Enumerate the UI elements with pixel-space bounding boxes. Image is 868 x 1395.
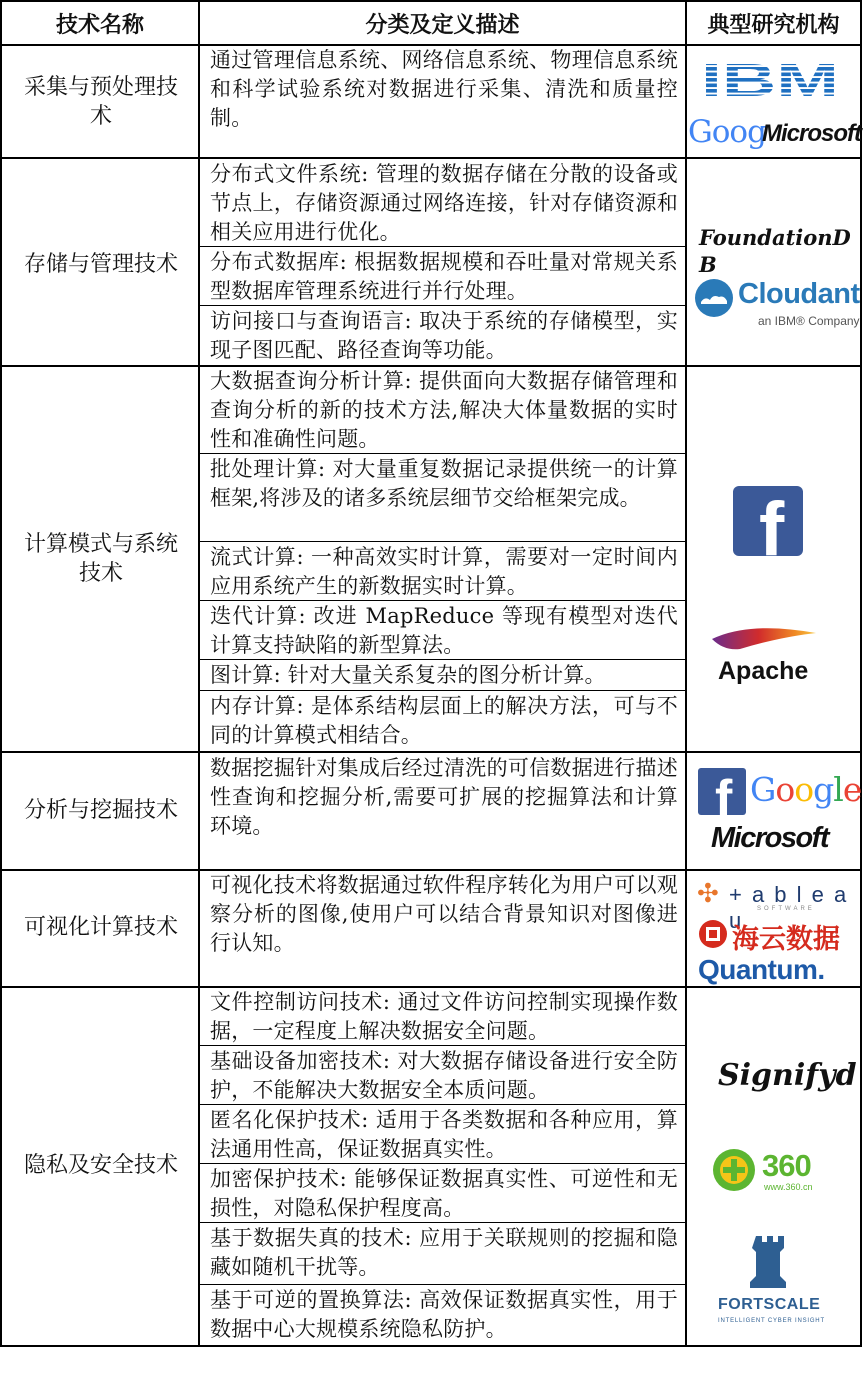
tableau-text: + a b l e a u bbox=[729, 882, 849, 933]
cloudant-text: Cloudant bbox=[738, 278, 860, 310]
facebook-small-logo bbox=[698, 768, 746, 815]
google-logo: Google bbox=[750, 770, 862, 809]
desc-batch: 批处理计算: 对大量重复数据记录提供统一的计算框架,将涉及的诸多系统层细节交给框架完成。 bbox=[210, 457, 678, 510]
apache-text: Apache bbox=[718, 657, 809, 685]
desc-mining: 数据挖掘针对集成后经过清洗的可信数据进行描述性查询和挖掘分析,需要可扩展的挖掘算法和计算环境。 bbox=[210, 756, 678, 838]
facebook-f-icon: f bbox=[759, 487, 785, 556]
foundationdb-logo bbox=[699, 224, 851, 278]
desc-permutation: 基于可逆的置换算法: 高效保证数据真实性，用于数据中心大规模系统隐私防护。 bbox=[210, 1288, 678, 1341]
header-description: 分类及定义描述 bbox=[365, 11, 520, 38]
desc-device-encryption: 基础设备加密技术: 对大数据存储设备进行安全防护，不能解决大数据安全本质问题。 bbox=[210, 1049, 678, 1102]
plus-360-icon bbox=[712, 1148, 756, 1192]
url-360: www.360.cn bbox=[764, 1182, 813, 1192]
tableau-subtitle: SOFTWARE bbox=[757, 906, 815, 912]
foundationdb-text-wrap: B bbox=[699, 252, 717, 277]
category-privacy: 隐私及安全技术 bbox=[23, 1152, 178, 1178]
fortscale-logo bbox=[710, 1234, 830, 1329]
quantum-logo: Quantum. bbox=[698, 954, 825, 985]
category-collection: 采集与预处理技术 bbox=[23, 75, 178, 129]
facebook-small-f-icon: f bbox=[715, 770, 733, 815]
svg-text:IBM: IBM bbox=[701, 56, 839, 100]
fortscale-subtitle: INTELLIGENT CYBER INSIGHT bbox=[718, 1318, 825, 1324]
cloudant-logo bbox=[694, 276, 860, 330]
apache-logo bbox=[708, 625, 828, 689]
desc-distortion: 基于数据失真的技术: 应用于关联规则的挖掘和隐藏如随机干扰等。 bbox=[210, 1226, 678, 1279]
category-computation: 计算模式与系统技术 bbox=[23, 532, 178, 586]
cloudant-subtitle: an IBM® Company bbox=[758, 314, 860, 328]
google-partial-logo: Goog bbox=[688, 114, 766, 150]
cloudant-icon bbox=[694, 278, 734, 318]
text-360: 360 bbox=[762, 1148, 811, 1183]
logo-360 bbox=[712, 1148, 852, 1194]
rook-icon bbox=[750, 1234, 790, 1290]
haiyun-logo bbox=[698, 917, 858, 953]
category-storage: 存储与管理技术 bbox=[23, 251, 178, 277]
desc-distributed-db: 分布式数据库: 根据数据规模和吞吐量对常规关系型数据库管理系统进行并行处理。 bbox=[210, 250, 678, 303]
fortscale-text: FORTSCALE bbox=[718, 1296, 821, 1313]
foundationdb-text: FoundationD bbox=[699, 225, 851, 250]
microsoft-logo-2: Microsoft bbox=[711, 822, 828, 854]
desc-bigdata-query: 大数据查询分析计算: 提供面向大数据存储管理和查询分析的新的技术方法,解决大体量数据的实时性和准确性问题。 bbox=[210, 369, 678, 451]
header-tech-name: 技术名称 bbox=[55, 11, 144, 38]
desc-collection: 通过管理信息系统、网络信息系统、物理信息系统和科学试验系统对数据进行采集、清洗和质量控制。 bbox=[210, 48, 678, 130]
desc-iterative: 迭代计算: 改进 MapReduce 等现有模型对迭代计算支持缺陷的新型算法。 bbox=[210, 604, 678, 657]
haiyun-icon bbox=[698, 919, 728, 949]
tableau-plus-icon: ✣ bbox=[697, 878, 719, 908]
microsoft-logo: Microsoft bbox=[762, 120, 861, 147]
desc-query-language: 访问接口与查询语言: 取决于系统的存储模型，实现子图匹配、路径查询等功能。 bbox=[210, 309, 678, 362]
desc-stream: 流式计算: 一种高效实时计算，需要对一定时间内应用系统产生的新数据实时计算。 bbox=[210, 545, 678, 598]
apache-feather-icon bbox=[710, 625, 820, 655]
desc-distributed-fs: 分布式文件系统: 管理的数据存储在分散的设备或节点上，存储资源通过网络连接，针对存储资源和相关应用进行优化。 bbox=[210, 162, 678, 244]
facebook-logo bbox=[733, 486, 803, 556]
desc-encryption: 加密保护技术: 能够保证数据真实性、可逆性和无损性，对隐私保护程度高。 bbox=[210, 1167, 678, 1220]
desc-file-access: 文件控制访问技术: 通过文件访问控制实现操作数据，一定程度上解决数据安全问题。 bbox=[210, 990, 678, 1043]
header-institutions: 典型研究机构 bbox=[707, 11, 840, 38]
signifyd-logo: Signifyd bbox=[718, 1058, 857, 1093]
desc-in-memory: 内存计算: 是体系结构层面上的解决方法，可与不同的计算模式相结合。 bbox=[210, 694, 678, 747]
desc-visualization: 可视化技术将数据通过软件程序转化为用户可以观察分析的图像,使用户可以结合背景知识对图像进行认知。 bbox=[210, 873, 678, 955]
desc-graph: 图计算: 针对大量关系复杂的图分析计算。 bbox=[210, 663, 606, 687]
category-visualization: 可视化计算技术 bbox=[23, 914, 178, 940]
ibm-logo bbox=[699, 56, 841, 100]
haiyun-text: 海云数据 bbox=[732, 924, 840, 955]
category-analysis: 分析与挖掘技术 bbox=[23, 797, 178, 823]
tableau-logo bbox=[697, 878, 857, 933]
desc-anonymization: 匿名化保护技术: 适用于各类数据和各种应用，算法通用性高，保证数据真实性。 bbox=[210, 1108, 678, 1161]
